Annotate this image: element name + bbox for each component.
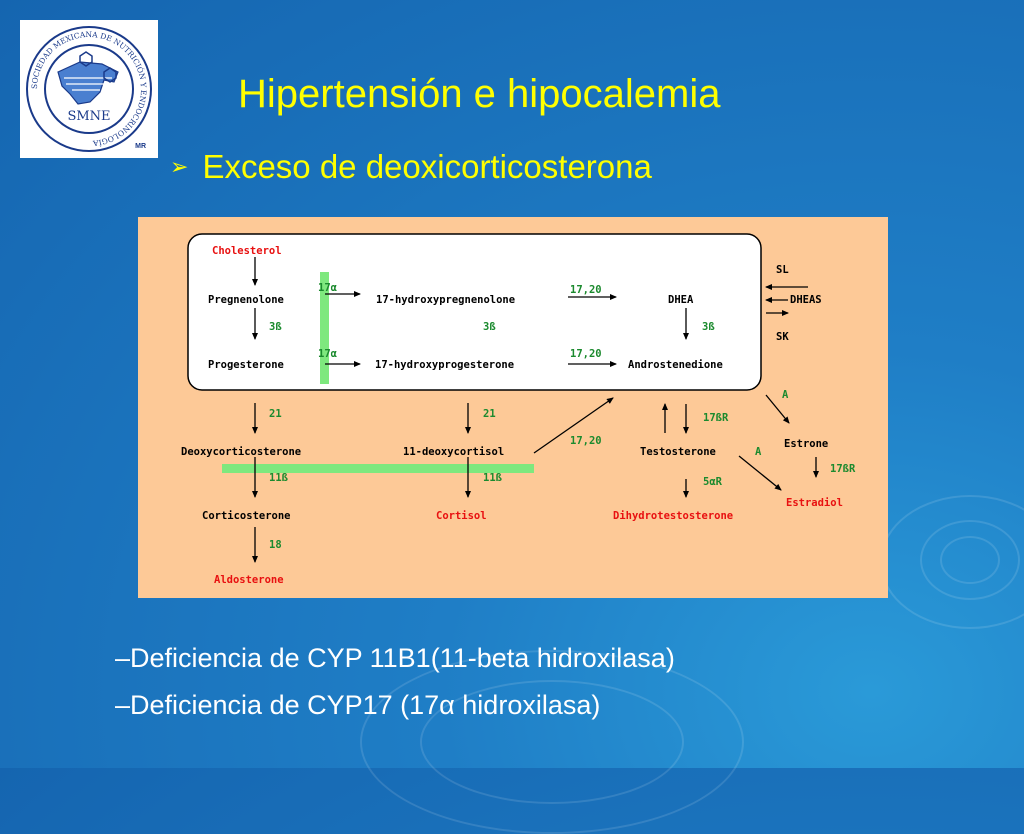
enzyme-21: 21 [483, 408, 496, 420]
enzyme-a: A [782, 389, 789, 401]
sub-point-cyp17: –Deficiencia de CYP17 (17α hidroxilasa) [115, 690, 601, 720]
slide-title: Hipertensión e hipocalemia [238, 72, 721, 116]
logo-abbr: SMNE [67, 109, 111, 124]
compound-deoxycorticosterone: Deoxycorticosterone [181, 446, 302, 458]
ripple-decoration [880, 495, 1024, 629]
enzyme-17a: 17α [318, 282, 337, 294]
enzyme-3b: 3ß [483, 321, 496, 333]
enzyme-21: 21 [269, 408, 282, 420]
logo-ring-text: SOCIEDAD MEXICANA DE NUTRICIÓN Y ENDOCRINOLOGÍA [29, 29, 149, 148]
slide-bullet [170, 148, 652, 186]
enzyme-3b: 3ß [702, 321, 715, 333]
compound-dihydrotestosterone: Dihydrotestosterone [613, 510, 734, 522]
bullet-text: Exceso de deoxicorticosterona [202, 148, 652, 185]
enzyme-17-20: 17,20 [570, 435, 602, 447]
steroid-pathway-diagram [138, 217, 888, 598]
side-label-sl: SL [776, 264, 789, 276]
enzyme-17a: 17α [318, 348, 337, 360]
enzyme-18: 18 [269, 539, 282, 551]
compound-dhea: DHEA [668, 294, 694, 306]
compound-cholesterol: Cholesterol [212, 245, 282, 257]
ripple-decoration [360, 650, 744, 834]
enzyme-a: A [755, 446, 762, 458]
sub-point-cyp11b1: –Deficiencia de CYP 11B1(11-beta hidroxilasa) [115, 643, 675, 673]
enzyme-3b: 3ß [269, 321, 282, 333]
side-label-sk: SK [776, 331, 789, 343]
compound-androstenedione: Androstenedione [628, 359, 723, 371]
compound-testosterone: Testosterone [640, 446, 716, 458]
compound-progesterone: Progesterone [208, 359, 284, 371]
enzyme-11b: 11ß [483, 472, 502, 484]
compound-17-hydroxypregnenolone: 17-hydroxypregnenolone [376, 294, 516, 306]
compound-11-deoxycortisol: 11-deoxycortisol [403, 446, 505, 458]
compound-cortisol: Cortisol [436, 510, 487, 522]
smne-logo [20, 20, 158, 158]
enzyme-17bR: 17ßR [703, 412, 729, 424]
side-label-dheas: DHEAS [790, 294, 822, 306]
enzyme-5aR: 5αR [703, 476, 722, 488]
arrow-bullet-icon: ➢ [170, 154, 189, 179]
compound-estradiol: Estradiol [786, 497, 843, 509]
enzyme-17-20: 17,20 [570, 284, 602, 296]
logo-mark: MR [135, 143, 146, 150]
enzyme-11b: 11ß [269, 472, 288, 484]
compound-17-hydroxyprogesterone: 17-hydroxyprogesterone [375, 359, 515, 371]
enzyme-17bR: 17ßR [830, 463, 856, 475]
compound-estrone: Estrone [784, 438, 829, 450]
compound-corticosterone: Corticosterone [202, 510, 291, 522]
compound-pregnenolone: Pregnenolone [208, 294, 284, 306]
enzyme-17-20: 17,20 [570, 348, 602, 360]
compound-aldosterone: Aldosterone [214, 574, 284, 586]
